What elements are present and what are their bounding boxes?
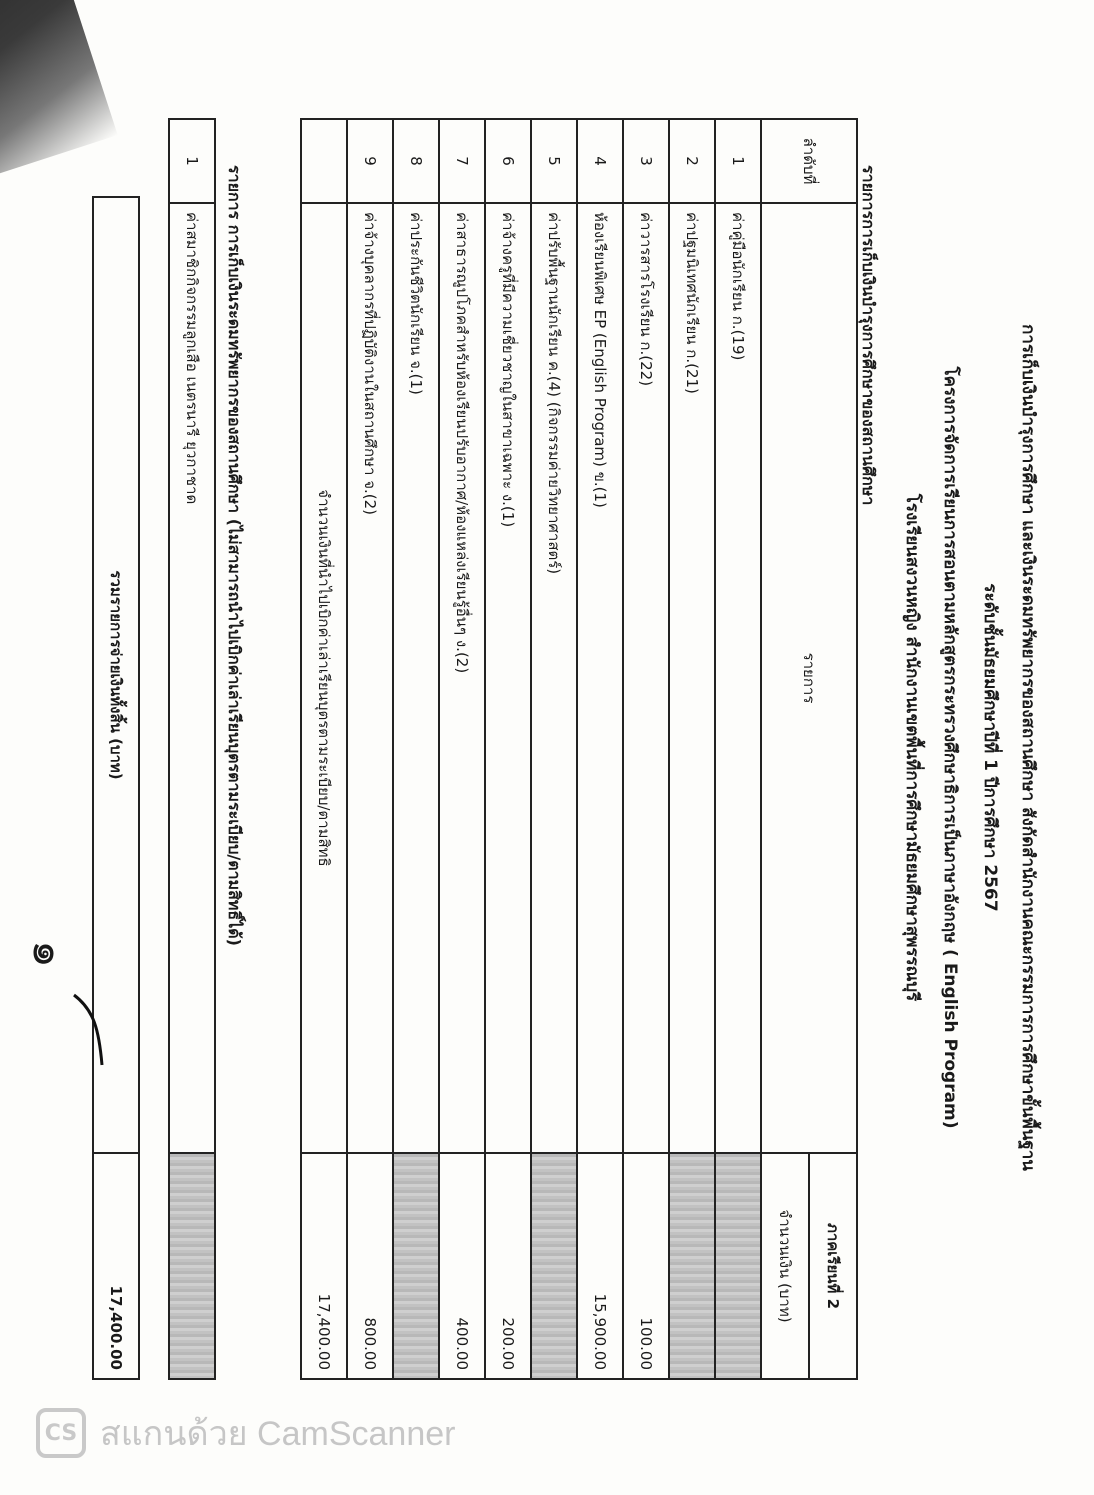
row-item: ค่าประกันชีวิตนักเรียน จ.(1) <box>393 203 439 1153</box>
row-amount: 800.00 <box>347 1153 393 1379</box>
row-amount: 200.00 <box>485 1153 531 1379</box>
row-no: 5 <box>531 119 577 203</box>
section2-title: รายการ การเก็บเงินระดมทรัพยากรของสถานศึกษา (ไม่สามารถนำไปเบิกค่าเล่าเรียนบุตรตามระเบียบ/ตามสิทธิ์ได้) <box>225 165 244 946</box>
grand-total-table <box>92 196 140 1380</box>
table-row <box>169 119 215 1379</box>
total-amount: 17,400.00 <box>301 1153 347 1379</box>
row-amount: 100.00 <box>623 1153 669 1379</box>
table-row <box>623 119 669 1379</box>
camscanner-logo-icon: CS <box>36 1408 86 1458</box>
row-no: 8 <box>393 119 439 203</box>
table-row <box>669 119 715 1379</box>
table-total-row <box>301 119 347 1379</box>
table-row <box>577 119 623 1379</box>
camscanner-text: สแกนด้วย CamScanner <box>100 1415 456 1453</box>
section1-title: รายการการเก็บเงินบำรุงการศึกษาของสถานศึกษา <box>859 165 878 506</box>
fees-table <box>300 118 858 1380</box>
row-no: 1 <box>169 119 215 203</box>
table-row <box>531 119 577 1379</box>
header-line-4: โรงเรียนสงวนหญิง สำนักงานเขตพื้นที่การศึกษามัธยมศึกษาสุพรรณบุรี <box>902 493 922 1002</box>
grand-total-row <box>93 197 139 1379</box>
table-row <box>393 119 439 1379</box>
resource-table <box>168 118 216 1380</box>
col-item-header: รายการ <box>761 203 857 1153</box>
col-no-header: ลำดับที่ <box>761 119 857 203</box>
row-amount <box>715 1153 761 1379</box>
table-row <box>715 119 761 1379</box>
col-amount-header: จำนวนเงิน (บาท) <box>761 1153 809 1379</box>
row-item: ค่าปรับพื้นฐานนักเรียน ค.(4) (กิจกรรมค่ายวิทยาศาสตร์) <box>531 203 577 1153</box>
row-no: 7 <box>439 119 485 203</box>
row-item: ค่าวารสารโรงเรียน ก.(22) <box>623 203 669 1153</box>
row-item: ห้องเรียนพิเศษ EP (English Program) ข.(1) <box>577 203 623 1153</box>
row-amount <box>531 1153 577 1379</box>
row-item: ค่าจ้างครูที่มีความเชี่ยวชาญในสาขาเฉพาะ ง.(1) <box>485 203 531 1153</box>
row-no: 2 <box>669 119 715 203</box>
row-item: ค่าปฐมนิเทศนักเรียน ก.(21) <box>669 203 715 1153</box>
page-mark: ๑ <box>23 940 74 968</box>
header-line-2: ระดับชั้นมัธยมศึกษาปีที่ 1 ปีการศึกษา 2567 <box>980 583 1000 912</box>
row-item: ค่าสมาชิกกิจกรรมลูกเสือ เนตรนารี ยุวกาชาด <box>169 203 215 1153</box>
table-header-row-1 <box>809 119 857 1379</box>
grand-total-amount: 17,400.00 <box>93 1153 139 1379</box>
total-label: จำนวนเงินที่นำไปเบิกค่าเล่าเรียนบุตรตามระเบียบ/ตามสิทธิ <box>301 203 347 1153</box>
table-row <box>485 119 531 1379</box>
row-no: 1 <box>715 119 761 203</box>
row-amount: 15,900.00 <box>577 1153 623 1379</box>
table-row <box>347 119 393 1379</box>
row-item: ค่าคู่มือนักเรียน ก.(19) <box>715 203 761 1153</box>
col-term-header: ภาคเรียนที่ 2 <box>809 1153 857 1379</box>
table-row <box>439 119 485 1379</box>
signature-mark <box>64 990 104 1070</box>
row-amount <box>393 1153 439 1379</box>
row-item: ค่าจ้างบุคลากรที่ปฏิบัติงานในสถานศึกษา จ.(2) <box>347 203 393 1153</box>
row-item: ค่าสาธารณูปโภคสำหรับห้องเรียนปรับอากาศ/ห้องแหล่งเรียนรู้อื่นๆ ง.(2) <box>439 203 485 1153</box>
grand-total-label: รวมรายการจ่ายเงินทั้งสิ้น (บาท) <box>93 197 139 1153</box>
row-no: 3 <box>623 119 669 203</box>
row-no: 9 <box>347 119 393 203</box>
header-line-1: การเก็บเงินบำรุงการศึกษา และเงินระดมทรัพยากรของสถานศึกษา สังกัดสำนักงานคณะกรรมการการศึกษาขั้นพื้นฐาน <box>1018 324 1038 1171</box>
total-no-cell <box>301 119 347 203</box>
camscanner-watermark <box>36 1405 455 1461</box>
row-no: 4 <box>577 119 623 203</box>
row-amount <box>169 1153 215 1379</box>
row-no: 6 <box>485 119 531 203</box>
row-amount: 400.00 <box>439 1153 485 1379</box>
row-amount <box>669 1153 715 1379</box>
header-line-3: โครงการจัดการเรียนการสอนตามหลักสูตรกระทรวงศึกษาธิการเป็นภาษาอังกฤษ ( English Program) <box>940 366 960 1129</box>
